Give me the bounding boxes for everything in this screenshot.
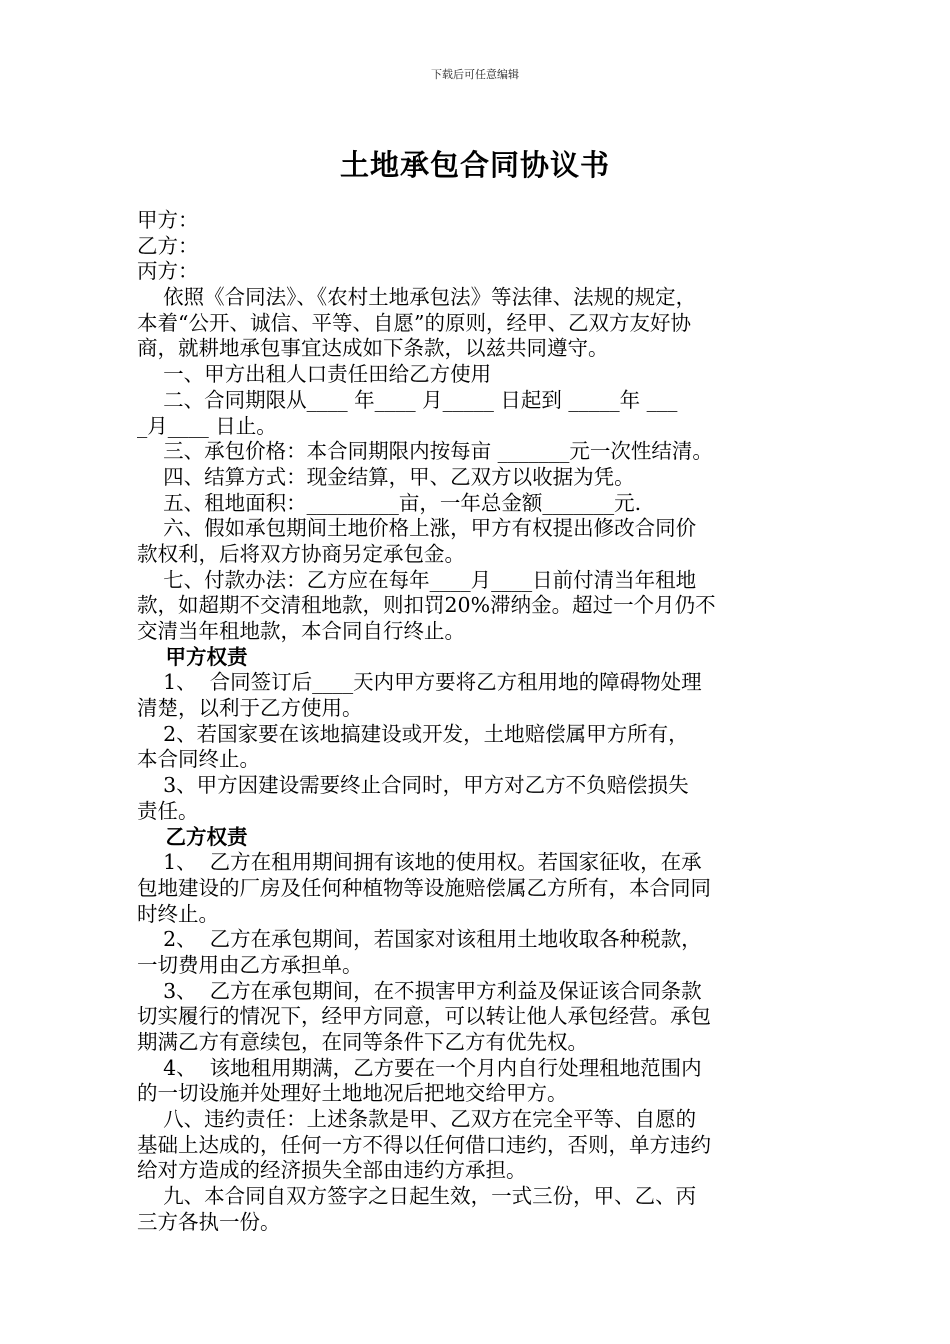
text-line: 二、合同期限从____ 年____ 月_____ 日起到 _____年 ___ <box>137 387 678 412</box>
text-line: 三、承包价格：本合同期限内按每亩 _______元一次性结清。 <box>137 439 713 464</box>
text-line: 2、 乙方在承包期间，若国家对该租用土地收取各种税款， <box>137 927 702 952</box>
text-line: 三方各执一份。 <box>137 1209 281 1234</box>
text-line: 切实履行的情况下，经甲方同意，可以转让他人承包经营。承包 <box>137 1004 711 1029</box>
text-line: 责任。 <box>137 798 199 823</box>
section-heading: 乙方权责 <box>137 824 248 849</box>
text-line: 包地建设的厂房及任何种植物等设施赔偿属乙方所有，本合同同 <box>137 875 711 900</box>
text-line: 本合同终止。 <box>137 747 260 772</box>
text-line: 本着“公开、诚信、平等、自愿”的原则，经甲、乙双方友好协 <box>137 310 691 335</box>
text-line: _月____ 日止。 <box>137 413 277 438</box>
text-line: 五、租地面积：_________亩，一年总金额_______元. <box>137 490 642 515</box>
text-line: 一切费用由乙方承担单。 <box>137 952 363 977</box>
text-line: 基础上达成的，任何一方不得以任何借口违约，否则，单方违约 <box>137 1132 711 1157</box>
document-body <box>137 208 817 1236</box>
header-note: 下载后可任意编辑 <box>431 68 519 81</box>
text-line: 1、 乙方在租用期间拥有该地的使用权。若国家征收，在承 <box>137 850 702 875</box>
text-line: 3、甲方因建设需要终止合同时，甲方对乙方不负赔偿损失 <box>137 773 689 798</box>
text-line: 交清当年租地款，本合同自行终止。 <box>137 619 465 643</box>
text-line: 1、 合同签订后____天内甲方要将乙方租用地的障碍物处理 <box>137 670 702 695</box>
text-line: 3、 乙方在承包期间，在不损害甲方利益及保证该合同条款 <box>137 978 702 1003</box>
text-line: 款权利，后将双方协商另定承包金。 <box>137 541 465 566</box>
text-line: 4、 该地租用期满，乙方要在一个月内自行处理租地范围内 <box>137 1055 702 1080</box>
text-line: 的一切设施并处理好土地地况后把地交给甲方。 <box>137 1081 568 1106</box>
text-line: 六、假如承包期间土地价格上涨，甲方有权提出修改合同价 <box>137 516 697 541</box>
text-line: 期满乙方有意续包，在同等条件下乙方有优先权。 <box>137 1030 588 1054</box>
text-line: 时终止。 <box>137 901 219 926</box>
text-line: 清楚，以利于乙方使用。 <box>137 696 363 721</box>
text-line: 款，如超期不交清租地款，则扣罚20%滞纳金。超过一个月仍不 <box>137 593 716 618</box>
text-line: 一、甲方出租人口责任田给乙方使用 <box>137 362 492 387</box>
text-line: 四、结算方式：现金结算，甲、乙双方以收据为凭。 <box>137 464 635 489</box>
text-line: 给对方造成的经济损失全部由违约方承担。 <box>137 1158 527 1183</box>
text-line: 丙方： <box>137 259 199 284</box>
text-line: 八、违约责任：上述条款是甲、乙双方在完全平等、自愿的 <box>137 1107 697 1132</box>
text-line: 依照《合同法》、《农村土地承包法》等法律、法规的规定， <box>137 285 697 310</box>
text-line: 商，就耕地承包事宜达成如下条款，以兹共同遵守。 <box>137 336 609 361</box>
text-line: 甲方： <box>137 208 199 232</box>
section-heading: 甲方权责 <box>137 644 248 669</box>
document-title: 土地承包合同协议书 <box>339 148 610 182</box>
text-line: 七、付款办法：乙方应在每年____月____日前付清当年租地 <box>137 567 697 592</box>
text-line: 九、本合同自双方签字之日起生效，一式三份，甲、乙、丙 <box>137 1184 697 1209</box>
text-line: 乙方： <box>137 233 199 258</box>
text-line: 2、若国家要在该地搞建设或开发，土地赔偿属甲方所有， <box>137 721 689 746</box>
